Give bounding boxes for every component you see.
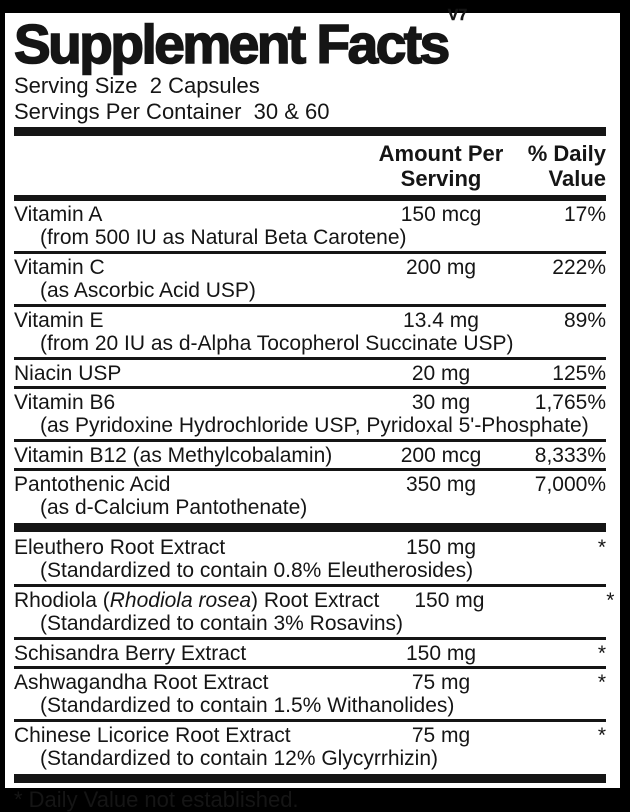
ingredient-detail: (Standardized to contain 12% Glycyrrhizin) [40,747,439,771]
daily-value-cell: * [597,724,606,748]
vitamins-section [14,201,606,521]
daily-value-cell: 7,000% [534,473,606,497]
amount-cell: 150 mg [405,536,477,560]
ingredient-detail: (Standardized to contain 1.5% Withanolides) [40,694,455,718]
ingredient-name: Vitamin A [14,203,103,227]
version-superscript: V7 [447,7,468,24]
ingredient-name: Vitamin B12 (as Methylcobalamin) [14,444,333,468]
column-header-amount: Amount Per Serving [378,141,504,192]
table-row [14,719,606,772]
table-row [14,251,606,304]
supplement-facts-label [5,7,620,812]
serving-size-line: Serving Size 2 Capsules [14,73,260,99]
amount-cell: 20 mg [411,362,471,386]
footnote: * Daily Value not established. [14,787,299,812]
ingredient-name: Pantothenic Acid [14,473,171,497]
amount-cell: 150 mg [414,589,485,613]
servings-per-container-line: Servings Per Container 30 & 60 [14,99,330,125]
amount-cell: 30 mg [411,391,471,415]
ingredient-name: Eleuthero Root Extract [14,536,226,560]
daily-value-cell: 17% [563,203,606,227]
daily-value-cell: 89% [563,309,606,333]
table-row [14,468,606,521]
thick-divider-bottom [14,774,606,783]
title-block [14,7,606,125]
daily-value-cell: 125% [552,362,606,386]
table-row [14,666,606,719]
column-header-spacer [14,141,371,191]
daily-value-cell: 8,333% [534,444,606,468]
amount-cell: 200 mg [405,256,477,280]
amount-cell: 150 mcg [400,203,482,227]
ingredient-name: Vitamin C [14,256,105,280]
ingredient-name: Rhodiola (Rhodiola rosea) Root Extract [14,589,380,613]
ingredient-detail: (Standardized to contain 3% Rosavins) [40,612,404,636]
daily-value-cell: * [597,671,606,695]
amount-cell: 350 mg [405,473,477,497]
daily-value-cell: * [597,642,606,666]
table-row [14,637,606,666]
ingredient-detail: (as Ascorbic Acid USP) [40,279,256,303]
amount-cell: 150 mg [405,642,477,666]
ingredient-detail: (Standardized to contain 0.8% Eleutherosides) [40,559,474,583]
ingredient-detail: (from 500 IU as Natural Beta Carotene) [40,226,407,250]
daily-value-cell: 1,765% [534,391,606,415]
page-title-text: Supplement Facts [14,13,448,75]
amount-cell: 13.4 mg [403,309,479,333]
thick-divider-top [14,127,606,136]
thick-divider-middle [14,523,606,532]
ingredient-detail: (as Pyridoxine Hydrochloride USP, Pyridoxal 5'-Phosphate) [40,414,589,438]
ingredient-detail: (as d-Calcium Pantothenate) [40,496,308,520]
ingredient-name: Vitamin B6 [14,391,116,415]
table-row [14,201,606,251]
table-row [14,386,606,439]
table-row [14,439,606,468]
amount-cell: 200 mcg [400,444,482,468]
column-header-row [14,138,606,201]
ingredient-name: Niacin USP [14,362,122,386]
amount-cell: 75 mg [411,671,471,695]
table-row [14,357,606,386]
daily-value-cell: * [606,589,615,613]
amount-cell: 75 mg [411,724,471,748]
ingredient-name: Vitamin E [14,309,104,333]
ingredient-detail: (from 20 IU as d-Alpha Tocopherol Succinate USP) [40,332,514,356]
ingredient-name: Schisandra Berry Extract [14,642,247,666]
table-row [14,534,606,584]
table-row [14,584,615,637]
table-row [14,304,606,357]
ingredient-name: Chinese Licorice Root Extract [14,724,291,748]
column-header-daily-value: % Daily Value [527,141,606,192]
daily-value-cell: 222% [552,256,606,280]
ingredient-name: Ashwagandha Root Extract [14,671,269,695]
botanicals-section [14,534,615,772]
daily-value-cell: * [597,536,606,560]
page-title [14,7,606,75]
